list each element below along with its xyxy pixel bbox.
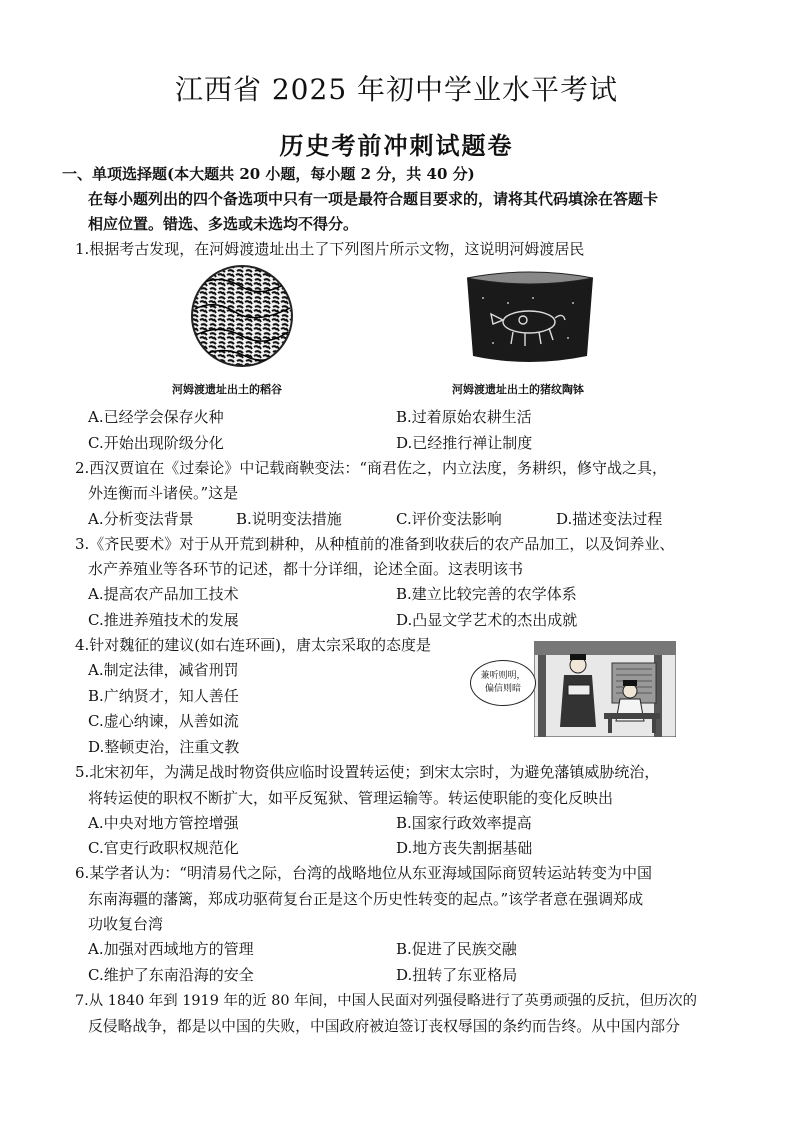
section-instruction-1: 在每小题列出的四个备选项中只有一项是最符合题目要求的，请将其代码填涂在答题卡 <box>88 190 659 208</box>
q5-option-a: A.中央对地方管控增强 <box>88 814 239 832</box>
q2-option-b: B.说明变法措施 <box>236 510 342 528</box>
q6-option-b: B.促进了民族交融 <box>396 940 517 958</box>
pig-pattern-pottery-image <box>463 268 597 370</box>
q6-stem-3: 功收复台湾 <box>88 915 164 933</box>
q4-option-d: D.整顿吏治，注重文教 <box>88 738 240 756</box>
q5-option-c: C.官吏行政职权规范化 <box>88 839 239 857</box>
q6-option-a: A.加强对西域地方的管理 <box>88 940 254 958</box>
bubble-text-2: 偏信则暗 <box>484 684 521 694</box>
q5-option-b: B.国家行政效率提高 <box>396 814 532 832</box>
q3-stem-1: 3.《齐民要术》对于从开荒到耕种，从种植前的准备到收获后的农产品加工，以及饲养业、 <box>75 535 675 553</box>
comic-illustration <box>534 641 676 737</box>
q2-stem-2: 外连衡而斗诸侯。”这是 <box>88 484 239 502</box>
q1-option-d: D.已经推行禅让制度 <box>396 434 533 452</box>
q3-option-b: B.建立比较完善的农学体系 <box>396 585 577 603</box>
q3-option-d: D.凸显文学艺术的杰出成就 <box>396 611 578 629</box>
q4-option-b: B.广纳贤才，知人善任 <box>88 687 239 705</box>
q7-stem-1: 7.从 1840 年到 1919 年的近 80 年间，中国人民面对列强侵略进行了英勇顽强的反抗，但历次的 <box>75 993 698 1009</box>
q7-stem-2: 反侵略战争，都是以中国的失败，中国政府被迫签订丧权辱国的条约而告终。从中国内部分 <box>88 1018 680 1035</box>
q1-option-a: A.已经学会保存火种 <box>88 408 224 426</box>
q6-stem-1: 6.某学者认为：“明清易代之际，台湾的战略地位从东亚海域国际商贸转运站转变为中国 <box>75 864 652 882</box>
exam-title: 江西省 2025 年初中学业水平考试 <box>174 73 619 106</box>
q2-option-d: D.描述变法过程 <box>556 510 663 528</box>
q6-stem-2: 东南海疆的藩篱，郑成功驱荷复台正是这个历史性转变的起点。”该学者意在强调郑成 <box>88 890 644 908</box>
q3-option-a: A.提高农产品加工技术 <box>88 585 239 603</box>
q5-option-d: D.地方丧失割据基础 <box>396 839 533 857</box>
q4-stem: 4.针对魏征的建议(如右连环画)，唐太宗采取的态度是 <box>75 636 432 654</box>
section-instruction-2: 相应位置。错选、多选或未选均不得分。 <box>88 215 359 233</box>
q6-option-d: D.扭转了东亚格局 <box>396 966 518 984</box>
q4-option-c: C.虚心纳谏，从善如流 <box>88 712 239 730</box>
q4-option-a: A.制定法律，减省刑罚 <box>88 661 239 679</box>
q2-option-c: C.评价变法影响 <box>396 510 502 528</box>
q3-stem-2: 水产养殖业等各环节的记述，都十分详细，论述全面。这表明该书 <box>88 560 524 578</box>
q3-option-c: C.推进养殖技术的发展 <box>88 611 239 629</box>
q1-option-b: B.过着原始农耕生活 <box>396 408 532 426</box>
exam-subtitle: 历史考前冲刺试题卷 <box>279 131 514 160</box>
q1-caption-right: 河姆渡遗址出土的猪纹陶钵 <box>452 383 584 396</box>
rice-grain-image <box>190 264 294 368</box>
q1-caption-left: 河姆渡遗址出土的稻谷 <box>172 383 282 396</box>
comic-speech-bubble <box>470 660 536 706</box>
section-heading: 一、单项选择题(本大题共 20 小题，每小题 2 分，共 40 分) <box>62 165 475 183</box>
q1-option-c: C.开始出现阶级分化 <box>88 434 224 452</box>
bubble-text-1: 兼听则明， <box>480 671 526 681</box>
q6-option-c: C.维护了东南沿海的安全 <box>88 966 254 984</box>
q5-stem-1: 5.北宋初年，为满足战时物资供应临时设置转运使；到宋太宗时，为避免藩镇威胁统治， <box>75 763 660 781</box>
q5-stem-2: 将转运使的职权不断扩大，如平反冤狱、管理运输等。转运使职能的变化反映出 <box>88 789 614 807</box>
q2-stem-1: 2.西汉贾谊在《过秦论》中记载商鞅变法：“商君佐之，内立法度，务耕织，修守战之具， <box>75 459 667 477</box>
q2-option-a: A.分析变法背景 <box>88 510 194 528</box>
q1-stem: 1.根据考古发现，在河姆渡遗址出土了下列图片所示文物，这说明河姆渡居民 <box>75 240 585 258</box>
